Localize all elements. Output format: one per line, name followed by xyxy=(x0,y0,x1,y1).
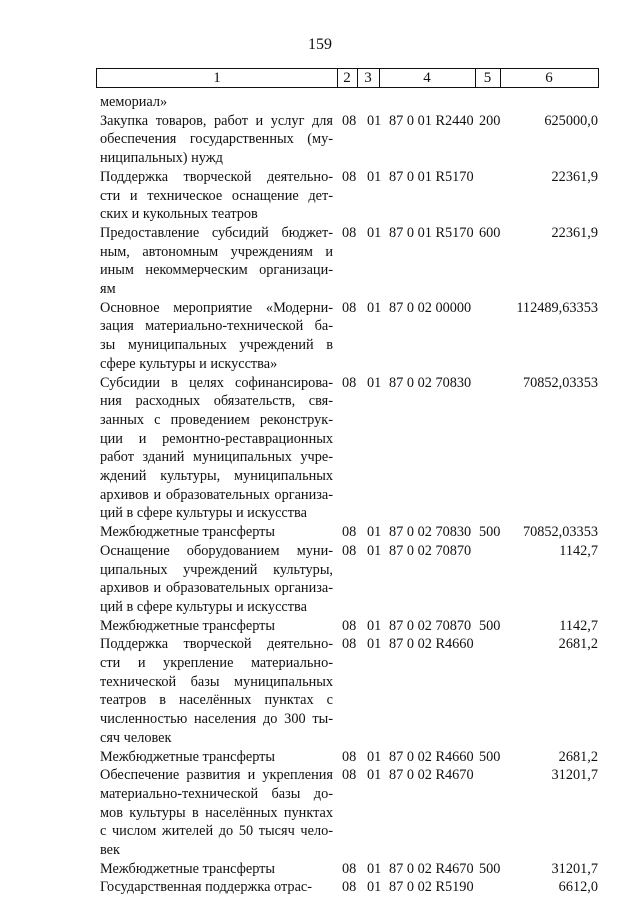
cell-c3: 01 xyxy=(367,748,382,765)
table-row xyxy=(0,299,640,374)
cell-c5: 600 xyxy=(479,224,501,241)
cell-c3: 01 xyxy=(367,767,382,784)
cell-c2: 08 xyxy=(342,767,357,784)
description-line: иным некоммерческим организаци- xyxy=(100,262,333,279)
description-line: численностью населения до 300 ты- xyxy=(100,711,333,728)
description-line: ждений культуры, муниципальных xyxy=(100,468,333,485)
cell-c2: 08 xyxy=(342,168,357,185)
header-col-5: 5 xyxy=(483,70,492,86)
cell-c6: 112489,63353 xyxy=(516,299,598,316)
description-line: Закупка товаров, работ и услуг для xyxy=(100,112,333,129)
description-line: работ зданий муниципальных учре- xyxy=(100,449,333,466)
description-line: технической базы муниципальных xyxy=(100,673,333,690)
description-line: сти и техническое оснащение дет- xyxy=(100,187,333,204)
table-row xyxy=(0,635,640,747)
cell-c4: 87 0 02 70830 xyxy=(389,524,472,541)
cell-c3: 01 xyxy=(367,860,382,877)
description-line: зация материально-технической ба- xyxy=(100,318,333,335)
table-row xyxy=(0,542,640,617)
description-line: Предоставление субсидий бюджет- xyxy=(100,224,333,241)
row-description xyxy=(100,299,333,374)
description-line: мов культуры в населённых пунктах xyxy=(100,804,333,821)
cell-c3: 01 xyxy=(367,299,382,316)
cell-c3: 01 xyxy=(367,542,382,559)
cell-c6: 6612,0 xyxy=(558,879,598,896)
cell-c3: 01 xyxy=(367,524,382,541)
cell-c4: 87 0 02 R4670 xyxy=(389,767,474,784)
cell-c3: 01 xyxy=(367,636,382,653)
cell-c2: 08 xyxy=(342,524,357,541)
description-line: Государственная поддержка отрас- xyxy=(100,879,313,896)
table-row xyxy=(0,112,640,168)
row-description xyxy=(100,748,333,767)
page-number: 159 xyxy=(308,36,332,53)
cell-c2: 08 xyxy=(342,299,357,316)
cell-c6: 625000,0 xyxy=(544,112,598,129)
cell-c4: 87 0 02 R4660 xyxy=(389,636,474,653)
cell-c4: 87 0 01 R2440 xyxy=(389,112,474,129)
row-description xyxy=(100,635,333,747)
description-line: ций в сфере культуры и искусства xyxy=(100,598,307,615)
table-row xyxy=(0,224,640,299)
cell-c6: 22361,9 xyxy=(551,224,598,241)
description-line: Межбюджетные трансферты xyxy=(100,617,276,634)
cell-c2: 08 xyxy=(342,374,357,391)
description-line: ципальных учреждений культуры, xyxy=(100,561,333,578)
table-row xyxy=(0,523,640,542)
row-description xyxy=(100,860,333,879)
cell-c3: 01 xyxy=(367,374,382,391)
description-line: ниципальных) нужд xyxy=(100,150,223,167)
cell-c3: 01 xyxy=(367,224,382,241)
row-description xyxy=(100,93,333,112)
description-line: архивов и образовательных организа- xyxy=(100,580,333,597)
cell-c5: 500 xyxy=(479,524,501,541)
cell-c5: 200 xyxy=(479,112,501,129)
table-row xyxy=(0,93,640,112)
cell-c6: 22361,9 xyxy=(551,168,598,185)
header-col-4: 4 xyxy=(423,70,431,86)
cell-c2: 08 xyxy=(342,636,357,653)
header-col-2: 2 xyxy=(343,70,351,86)
description-line: Основное мероприятие «Модерни- xyxy=(100,299,333,316)
cell-c6: 31201,7 xyxy=(551,767,598,784)
row-description xyxy=(100,374,333,524)
row-description xyxy=(100,112,333,168)
cell-c2: 08 xyxy=(342,748,357,765)
description-line: театров в населённых пунктах с xyxy=(100,692,333,709)
description-line: Обеспечение развития и укрепления xyxy=(100,767,333,784)
cell-c6: 70852,03353 xyxy=(522,524,598,541)
description-line: век xyxy=(100,842,120,858)
description-line: Межбюджетные трансферты xyxy=(100,860,276,877)
table-row xyxy=(0,617,640,636)
description-line: занных с проведением реконструк- xyxy=(100,411,333,428)
description-line: сти и укрепление материально- xyxy=(100,655,333,671)
cell-c6: 1142,7 xyxy=(559,617,598,634)
description-line: ции и ремонтно-реставрационных xyxy=(100,430,333,447)
cell-c3: 01 xyxy=(367,168,382,185)
row-description xyxy=(100,224,333,299)
description-line: ских и кукольных театров xyxy=(100,206,258,223)
cell-c3: 01 xyxy=(367,112,382,129)
cell-c4: 87 0 02 70870 xyxy=(389,617,472,634)
description-line: мемориал» xyxy=(100,94,168,110)
cell-c4: 87 0 02 R5190 xyxy=(389,879,474,896)
table-row xyxy=(0,878,640,897)
cell-c3: 01 xyxy=(367,617,382,634)
row-description xyxy=(100,617,333,636)
description-line: Поддержка творческой деятельно- xyxy=(100,636,333,653)
cell-c2: 08 xyxy=(342,617,357,634)
cell-c4: 87 0 02 R4660 xyxy=(389,748,474,765)
cell-c6: 31201,7 xyxy=(551,860,598,877)
row-description xyxy=(100,766,333,860)
cell-c5: 500 xyxy=(479,860,501,877)
cell-c2: 08 xyxy=(342,542,357,559)
description-line: ным, автономным учреждениям и xyxy=(100,243,333,260)
description-line: Субсидии в целях софинансирова- xyxy=(100,374,333,391)
header-col-3: 3 xyxy=(364,70,372,86)
table-row xyxy=(0,374,640,524)
cell-c4: 87 0 01 R5170 xyxy=(389,224,474,241)
description-line: ния расходных обязательств, свя- xyxy=(100,393,333,410)
description-line: Межбюджетные трансферты xyxy=(100,524,276,541)
description-line: ям xyxy=(100,281,116,297)
row-description xyxy=(100,878,333,897)
cell-c6: 1142,7 xyxy=(559,542,598,559)
table-row xyxy=(0,860,640,879)
description-line: обеспечения государственных (му- xyxy=(100,131,333,148)
cell-c2: 08 xyxy=(342,860,357,877)
table-row xyxy=(0,766,640,860)
cell-c2: 08 xyxy=(342,112,357,129)
description-line: Межбюджетные трансферты xyxy=(100,748,276,765)
description-line: архивов и образовательных организа- xyxy=(100,486,333,503)
row-description xyxy=(100,168,333,224)
header-col-1: 1 xyxy=(213,70,221,86)
cell-c4: 87 0 02 70870 xyxy=(389,542,472,559)
row-description xyxy=(100,523,333,542)
description-line: Оснащение оборудованием муни- xyxy=(100,542,333,559)
table-row xyxy=(0,168,640,224)
cell-c3: 01 xyxy=(367,879,382,896)
cell-c4: 87 0 02 70830 xyxy=(389,374,472,391)
cell-c4: 87 0 02 00000 xyxy=(389,299,472,316)
row-description xyxy=(100,542,333,617)
description-line: Поддержка творческой деятельно- xyxy=(100,168,333,185)
description-line: ций в сфере культуры и искусства xyxy=(100,505,307,522)
cell-c5: 500 xyxy=(479,748,501,765)
description-line: материально-технической базы до- xyxy=(100,785,333,802)
cell-c4: 87 0 02 R4670 xyxy=(389,860,474,877)
cell-c6: 2681,2 xyxy=(558,748,598,765)
description-line: с числом жителей до 50 тысяч чело- xyxy=(100,823,333,840)
header-col-6: 6 xyxy=(545,70,553,86)
cell-c6: 70852,03353 xyxy=(522,374,598,391)
cell-c2: 08 xyxy=(342,879,357,896)
cell-c4: 87 0 01 R5170 xyxy=(389,168,474,185)
cell-c6: 2681,2 xyxy=(558,636,598,653)
description-line: зы муниципальных учреждений в xyxy=(100,337,333,354)
description-line: сфере культуры и искусства» xyxy=(100,355,278,372)
table-header xyxy=(96,68,599,88)
cell-c5: 500 xyxy=(479,617,501,634)
cell-c2: 08 xyxy=(342,224,357,241)
table-row xyxy=(0,748,640,767)
description-line: сяч человек xyxy=(100,729,172,746)
